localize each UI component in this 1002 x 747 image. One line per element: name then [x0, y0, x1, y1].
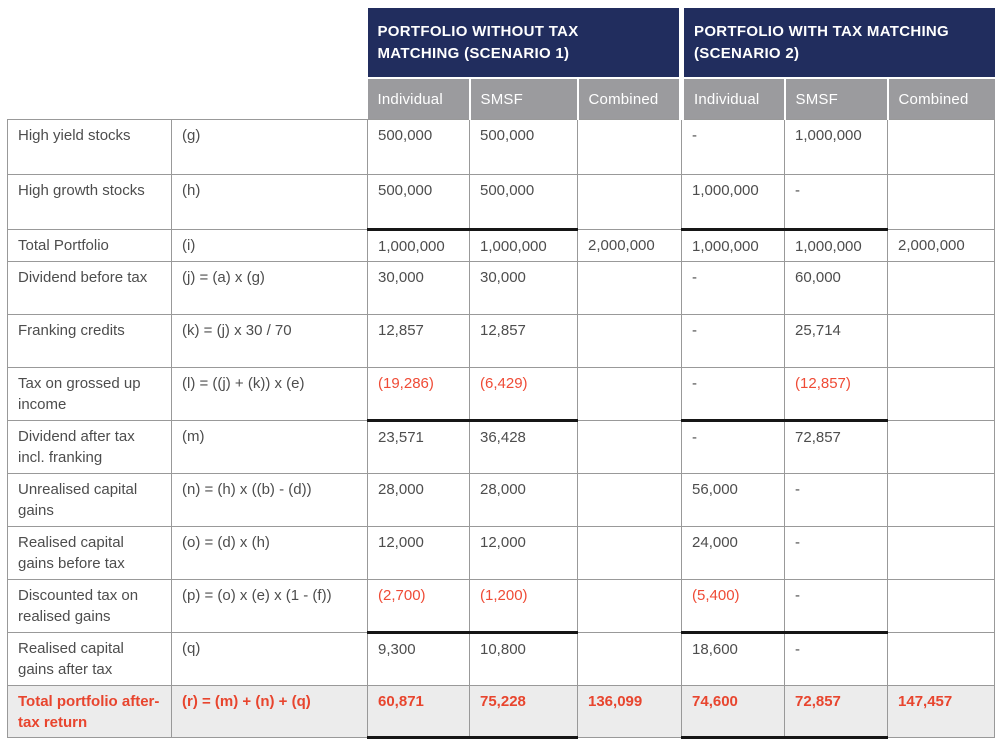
value-cell: 1,000,000: [785, 230, 888, 262]
value-cell: 28,000: [368, 474, 470, 527]
value-cell: [888, 315, 995, 368]
row-label-cell: High growth stocks: [8, 175, 172, 230]
formula-cell: (l) = ((j) + (k)) x (e): [172, 368, 368, 421]
header-spacer: [8, 8, 368, 120]
subheader-individual-1: Individual: [368, 78, 470, 120]
table-row: [8, 368, 995, 421]
value-cell: [578, 580, 682, 633]
value-cell: [888, 262, 995, 315]
value-cell: -: [785, 527, 888, 580]
value-cell: 500,000: [368, 120, 470, 175]
subheader-combined-2: Combined: [888, 78, 995, 120]
value-cell: 74,600: [682, 686, 785, 738]
table-row: [8, 175, 995, 230]
table-row: [8, 421, 995, 474]
row-label-cell: Discounted tax on realised gains: [8, 580, 172, 633]
value-cell: 72,857: [785, 421, 888, 474]
formula-cell: (r) = (m) + (n) + (q): [172, 686, 368, 738]
value-cell: 147,457: [888, 686, 995, 738]
row-label-cell: Total Portfolio: [8, 230, 172, 262]
value-cell: [578, 474, 682, 527]
formula-cell: (n) = (h) x ((b) - (d)): [172, 474, 368, 527]
value-cell: 2,000,000: [888, 230, 995, 262]
value-cell: -: [682, 421, 785, 474]
value-cell: 60,871: [368, 686, 470, 738]
value-cell: -: [785, 580, 888, 633]
table-row: [8, 262, 995, 315]
value-cell: 12,857: [368, 315, 470, 368]
formula-cell: (j) = (a) x (g): [172, 262, 368, 315]
value-cell: 56,000: [682, 474, 785, 527]
formula-cell: (g): [172, 120, 368, 175]
table-row: [8, 315, 995, 368]
value-cell: 9,300: [368, 633, 470, 686]
value-cell: 500,000: [368, 175, 470, 230]
value-cell: (19,286): [368, 368, 470, 421]
row-label-cell: Dividend before tax: [8, 262, 172, 315]
value-cell: 60,000: [785, 262, 888, 315]
value-cell: 18,600: [682, 633, 785, 686]
subheader-combined-1: Combined: [578, 78, 682, 120]
value-cell: 24,000: [682, 527, 785, 580]
table-row: [8, 230, 995, 262]
row-label-cell: Franking credits: [8, 315, 172, 368]
scenario-header-row: [8, 8, 995, 78]
value-cell: 30,000: [368, 262, 470, 315]
value-cell: -: [785, 175, 888, 230]
value-cell: (6,429): [470, 368, 578, 421]
value-cell: 1,000,000: [785, 120, 888, 175]
formula-cell: (o) = (d) x (h): [172, 527, 368, 580]
value-cell: 2,000,000: [578, 230, 682, 262]
value-cell: [578, 120, 682, 175]
value-cell: [888, 527, 995, 580]
value-cell: 25,714: [785, 315, 888, 368]
value-cell: 30,000: [470, 262, 578, 315]
value-cell: [888, 421, 995, 474]
row-label-cell: Dividend after tax incl. franking: [8, 421, 172, 474]
value-cell: -: [682, 368, 785, 421]
table-row: [8, 120, 995, 175]
value-cell: [578, 262, 682, 315]
row-label-cell: Realised capital gains before tax: [8, 527, 172, 580]
value-cell: 1,000,000: [682, 175, 785, 230]
value-cell: 12,000: [470, 527, 578, 580]
column-group-scenario2: [682, 8, 995, 78]
value-cell: -: [682, 315, 785, 368]
value-cell: (12,857): [785, 368, 888, 421]
row-label-cell: Realised capital gains after tax: [8, 633, 172, 686]
formula-cell: (m): [172, 421, 368, 474]
value-cell: 28,000: [470, 474, 578, 527]
row-label-cell: Total portfolio after-tax return: [8, 686, 172, 738]
value-cell: 36,428: [470, 421, 578, 474]
table-row: [8, 527, 995, 580]
value-cell: 12,000: [368, 527, 470, 580]
value-cell: 1,000,000: [368, 230, 470, 262]
value-cell: 12,857: [470, 315, 578, 368]
value-cell: 10,800: [470, 633, 578, 686]
formula-cell: (k) = (j) x 30 / 70: [172, 315, 368, 368]
subheader-individual-2: Individual: [682, 78, 785, 120]
value-cell: 75,228: [470, 686, 578, 738]
value-cell: [888, 474, 995, 527]
value-cell: [888, 120, 995, 175]
value-cell: [578, 175, 682, 230]
row-label-cell: High yield stocks: [8, 120, 172, 175]
row-label-cell: Unrealised capital gains: [8, 474, 172, 527]
value-cell: [888, 175, 995, 230]
value-cell: 500,000: [470, 120, 578, 175]
formula-cell: (q): [172, 633, 368, 686]
formula-cell: (i): [172, 230, 368, 262]
subheader-smsf-1: SMSF: [470, 78, 578, 120]
value-cell: 1,000,000: [682, 230, 785, 262]
value-cell: [578, 421, 682, 474]
value-cell: -: [682, 120, 785, 175]
value-cell: (2,700): [368, 580, 470, 633]
value-cell: [578, 315, 682, 368]
value-cell: 136,099: [578, 686, 682, 738]
row-label-cell: Tax on grossed up income: [8, 368, 172, 421]
value-cell: [578, 368, 682, 421]
formula-cell: (h): [172, 175, 368, 230]
value-cell: -: [682, 262, 785, 315]
value-cell: [888, 368, 995, 421]
formula-cell: (p) = (o) x (e) x (1 - (f)): [172, 580, 368, 633]
value-cell: (5,400): [682, 580, 785, 633]
value-cell: 1,000,000: [470, 230, 578, 262]
subheader-smsf-2: SMSF: [785, 78, 888, 120]
value-cell: -: [785, 633, 888, 686]
value-cell: 23,571: [368, 421, 470, 474]
value-cell: (1,200): [470, 580, 578, 633]
table-row: [8, 474, 995, 527]
value-cell: -: [785, 474, 888, 527]
table-row: [8, 580, 995, 633]
value-cell: 72,857: [785, 686, 888, 738]
value-cell: [578, 527, 682, 580]
value-cell: [888, 580, 995, 633]
column-group-scenario1: [368, 8, 682, 78]
total-row: [8, 686, 995, 738]
value-cell: 500,000: [470, 175, 578, 230]
portfolio-tax-comparison-table: [7, 8, 995, 739]
scenario2-title: PORTFOLIO WITH TAX MATCHING (SCENARIO 2): [694, 22, 950, 62]
table-row: [8, 633, 995, 686]
value-cell: [578, 633, 682, 686]
value-cell: [888, 633, 995, 686]
scenario1-title: PORTFOLIO WITHOUT TAX MATCHING (SCENARIO 1): [377, 22, 579, 62]
